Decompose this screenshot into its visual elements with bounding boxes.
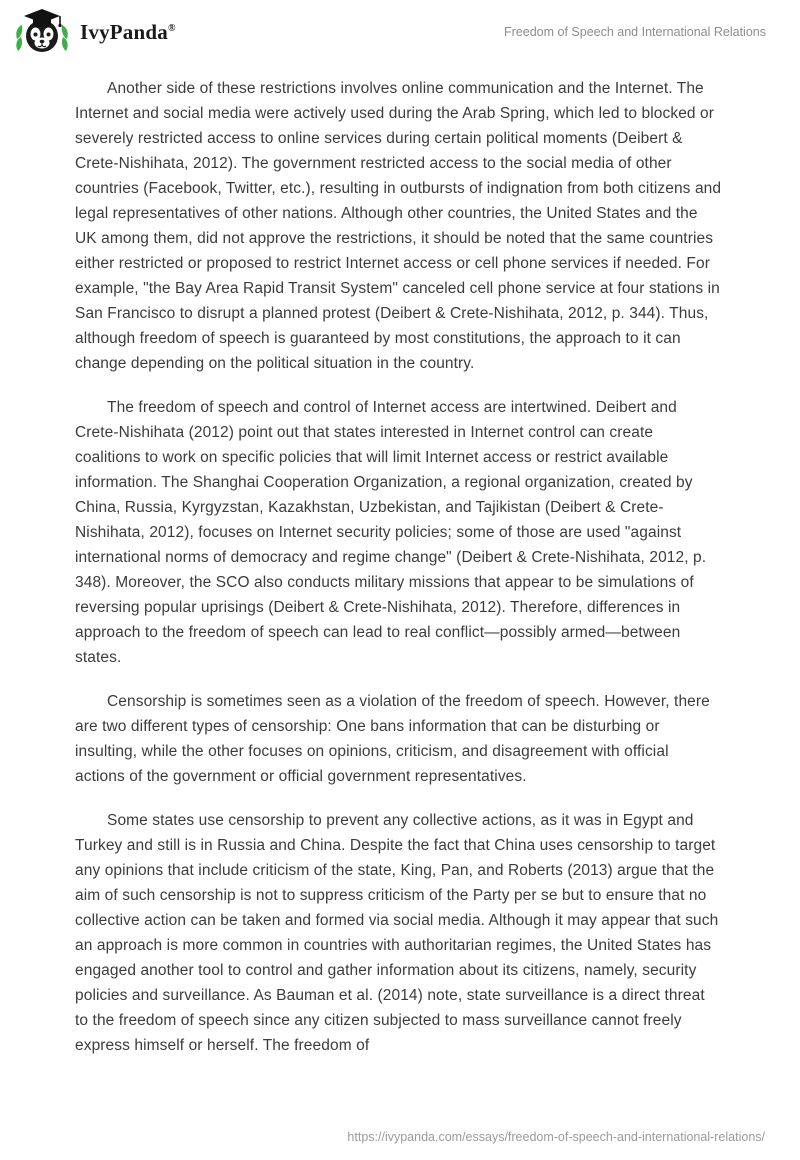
paragraph: The freedom of speech and control of Internet access are intertwined. Deibert and Crete-Nishihata (2012) point out that states interested in Internet control can create coalitions to work on specific policies that will limit Internet access or restrict available information. The Shanghai Cooperation Organization, a regional organization, created by China, Russia, Kyrgyzstan, Kazakhstan, Uzbekistan, and Tajikistan (Deibert & Crete-Nishihata, 2012), focuses on Internet security policies; some of those are used "against international norms of democracy and regime change" (Deibert & Crete-Nishihata, 2012, p. 348). Moreover, the SCO also conducts military missions that appear to be simulations of reversing popular uprisings (Deibert & Crete-Nishihata, 2012). Therefore, differences in approach to the freedom of speech can lead to real conflict—possibly armed—between states.	[75, 399, 707, 666]
brand[interactable]	[14, 7, 176, 57]
page-footer	[0, 1128, 765, 1146]
ivypanda-logo-icon	[14, 7, 70, 57]
document-title: Freedom of Speech and International Relations	[504, 25, 766, 39]
paragraph: Censorship is sometimes seen as a violation of the freedom of speech. However, there are two different types of censorship: One bans information that can be disturbing or insulting, while the other focuses on opinions, criticism, and disagreement with official actions of the government or official government representatives.	[75, 693, 710, 785]
brand-name: IvyPanda®	[80, 19, 176, 44]
paragraph: Another side of these restrictions involves online communication and the Internet. The Internet and social media were actively used during the Arab Spring, which led to blocked or severely restricted access to online services during certain political moments (Deibert & Crete-Nishihata, 2012). The government restricted access to the social media of other countries (Facebook, Twitter, etc.), resulting in outbursts of indignation from both citizens and legal representatives of other nations. Although other countries, the United States and the UK among them, did not approve the restrictions, it should be noted that the same countries either restricted or proposed to restrict Internet access or cell phone services if needed. For example, "the Bay Area Rapid Transit System" canceled cell phone service at four stations in San Francisco to disrupt a planned protest (Deibert & Crete-Nishihata, 2012, p. 344). Thus, although freedom of speech is guaranteed by most constitutions, the approach to it can change depending on the political situation in the country.	[75, 80, 722, 372]
page-header	[0, 0, 800, 52]
source-url-link[interactable]: https://ivypanda.com/essays/freedom-of-speech-and-international-relations/	[347, 1130, 765, 1144]
essay-body	[0, 52, 800, 1058]
paragraph: Some states use censorship to prevent any collective actions, as it was in Egypt and Turkey and still is in Russia and China. Despite the fact that China uses censorship to target any opinions that include criticism of the state, King, Pan, and Roberts (2013) argue that the aim of such censorship is not to suppress criticism of the Party per se but to ensure that no collective action can be taken and formed via social media. Although it may appear that such an approach is more common in countries with authoritarian regimes, the United States has engaged another tool to control and gather information about its citizens, namely, security policies and surveillance. As Bauman et al. (2014) note, state surveillance is a direct threat to the freedom of speech since any citizen subjected to mass surveillance cannot freely express himself or herself. The freedom of	[75, 812, 719, 1054]
registered-trademark: ®	[167, 22, 176, 34]
